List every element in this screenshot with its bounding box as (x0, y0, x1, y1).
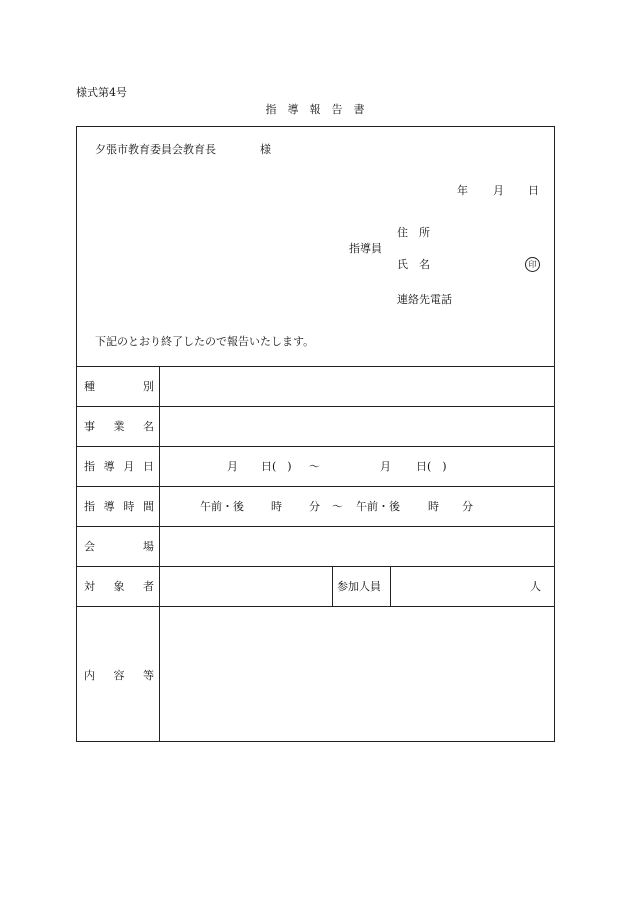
report-statement: 下記のとおり終了したので報告いたします。 (95, 335, 315, 348)
date-day-1: 日( ) (261, 460, 292, 473)
label-venue: 会 場 (84, 540, 154, 553)
date-year-label: 年 (457, 184, 468, 197)
time-ampm-1: 午前・後 (200, 500, 244, 513)
date-month-label: 月 (493, 184, 504, 197)
document-title: 指 導 報 告 書 (265, 103, 365, 116)
time-minute-1: 分 (309, 500, 320, 513)
date-day-label: 日 (528, 184, 539, 197)
date-day-2: 日( ) (416, 460, 447, 473)
time-minute-2: 分 (462, 500, 473, 513)
phone-label: 連絡先電話 (397, 293, 452, 306)
label-instruction-date: 指 導 月 日 (84, 460, 154, 473)
date-tilde: ～ (309, 460, 320, 473)
participants-label: 参加人員 (337, 580, 381, 593)
content-field[interactable] (160, 607, 554, 741)
name-label: 氏 名 (397, 258, 430, 271)
label-type: 種 別 (84, 380, 154, 393)
addressee: 夕張市教育委員会教育長 (95, 143, 216, 156)
venue-field[interactable] (160, 527, 554, 566)
time-tilde: ～ (332, 500, 343, 513)
seal-mark-icon: 印 (525, 257, 540, 272)
target-field[interactable] (160, 567, 332, 606)
honorific: 様 (260, 143, 271, 156)
report-form-table (76, 126, 555, 742)
date-month-1: 月 (227, 460, 238, 473)
address-label: 住 所 (397, 226, 430, 239)
form-number: 様式第4号 (76, 86, 127, 99)
label-project-name: 事 業 名 (84, 420, 154, 433)
label-instruction-time: 指 導 時 間 (84, 500, 154, 513)
label-target: 対 象 者 (84, 580, 154, 593)
date-month-2: 月 (380, 460, 391, 473)
time-hour-2: 時 (428, 500, 439, 513)
instructor-label: 指導員 (349, 242, 382, 255)
type-field[interactable] (160, 367, 554, 406)
time-hour-1: 時 (271, 500, 282, 513)
label-content: 内 容 等 (84, 669, 154, 682)
participants-unit: 人 (530, 580, 541, 593)
time-ampm-2: 午前・後 (356, 500, 400, 513)
project-name-field[interactable] (160, 407, 554, 446)
